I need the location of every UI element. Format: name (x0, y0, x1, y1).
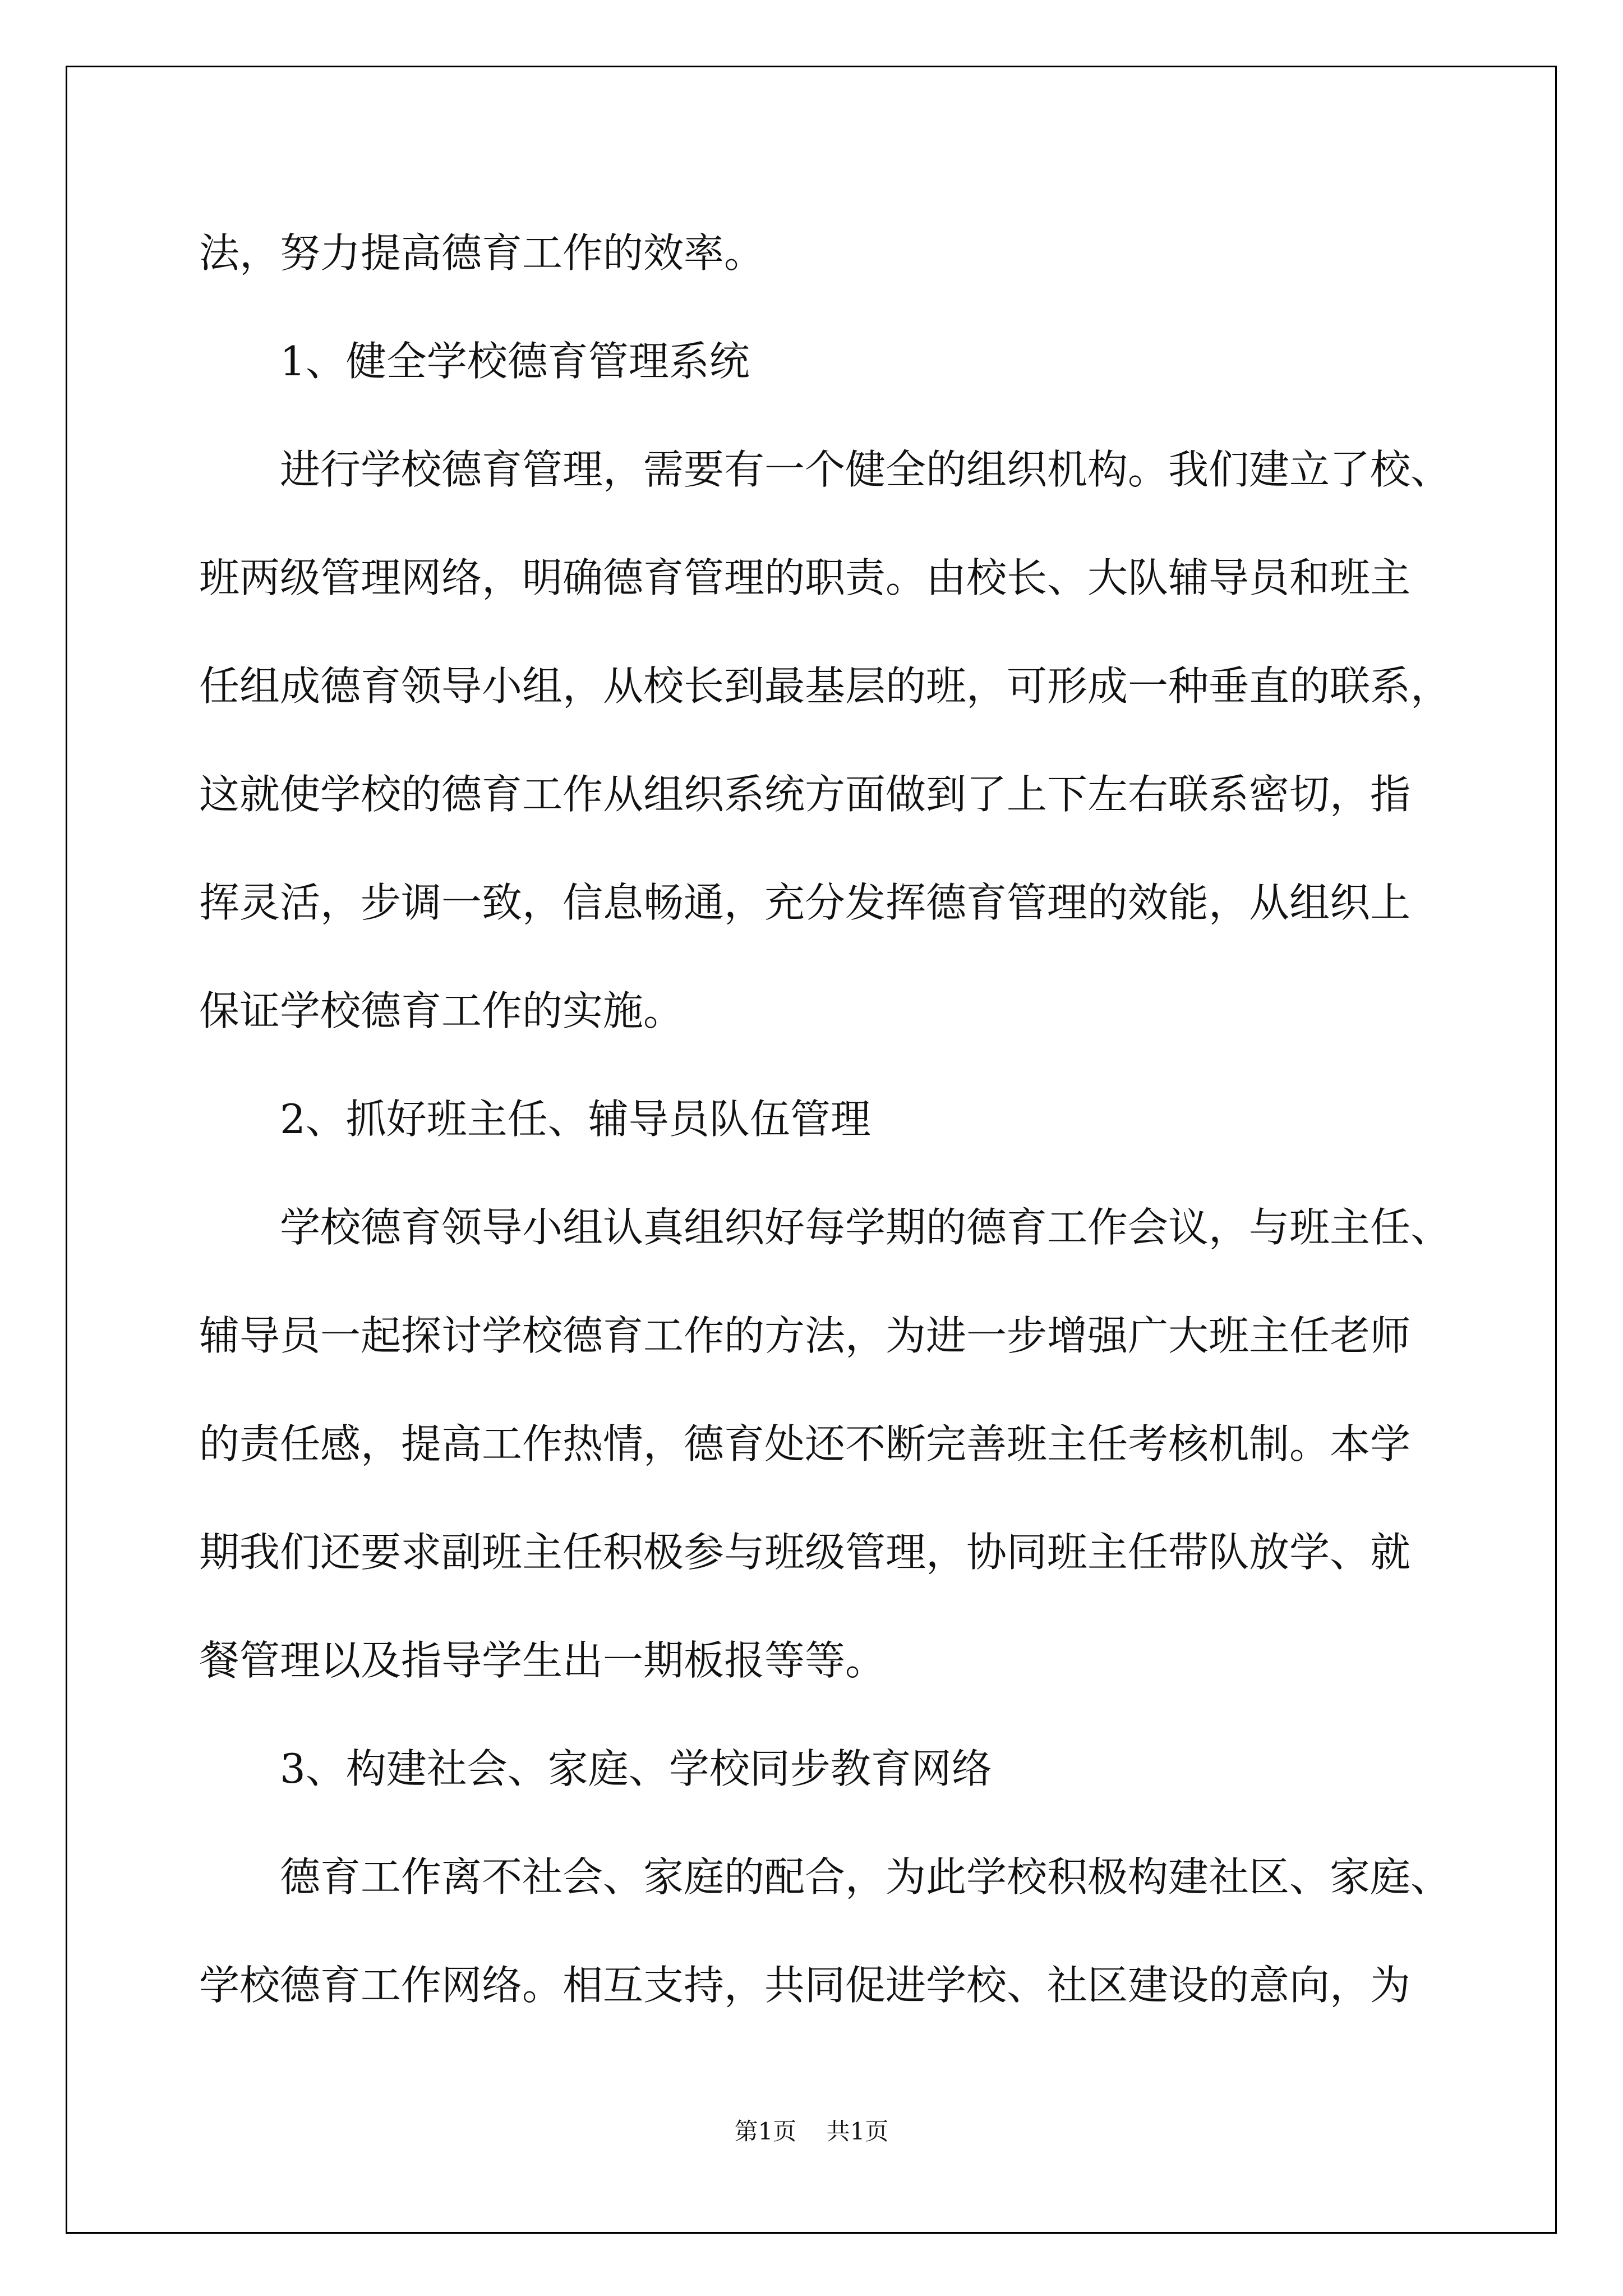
paragraph-line: 这就使学校的德育工作从组织系统方面做到了上下左右联系密切，指 (199, 771, 1411, 818)
page-footer (0, 2115, 1623, 2148)
paragraph-line: 学校德育领导小组认真组织好每学期的德育工作会议，与班主任、 (280, 1204, 1451, 1251)
document-body (199, 199, 1461, 2040)
page-number-total: 共1页 (826, 2118, 889, 2145)
paragraph-line: 德育工作离不社会、家庭的配合，为此学校积极构建社区、家庭、 (280, 1853, 1451, 1901)
paragraph-1 (199, 416, 1461, 1065)
paragraph-line: 进行学校德育管理，需要有一个健全的组织机构。我们建立了校、 (280, 446, 1451, 493)
paragraph-line: 任组成德育领导小组，从校长到最基层的班，可形成一种垂直的联系， (199, 662, 1451, 710)
section-heading-2: 2、抓好班主任、辅导员队伍管理 (280, 1096, 871, 1143)
section-heading-3: 3、构建社会、家庭、学校同步教育网络 (280, 1745, 992, 1792)
paragraph-line: 学校德育工作网络。相互支持，共同促进学校、社区建设的意向，为 (199, 1962, 1411, 2009)
paragraph-line: 班两级管理网络，明确德育管理的职责。由校长、大队辅导员和班主 (199, 554, 1411, 601)
section-heading-1: 1、健全学校德育管理系统 (280, 338, 750, 385)
paragraph-line: 餐管理以及指导学生出一期板报等等。 (199, 1637, 886, 1684)
paragraph-line: 的责任感，提高工作热情，德育处还不断完善班主任考核机制。本学 (199, 1420, 1411, 1467)
paragraph-line: 保证学校德育工作的实施。 (199, 987, 684, 1034)
paragraph-line: 期我们还要求副班主任积极参与班级管理，协同班主任带队放学、就 (199, 1529, 1411, 1576)
paragraph-3 (199, 1823, 1461, 2040)
page-number-current: 第1页 (734, 2118, 797, 2145)
paragraph-continuation: 法，努力提高德育工作的效率。 (199, 229, 765, 277)
paragraph-line: 挥灵活，步调一致，信息畅通，充分发挥德育管理的效能，从组织上 (199, 879, 1411, 926)
paragraph-line: 辅导员一起探讨学校德育工作的方法，为进一步增强广大班主任老师 (199, 1312, 1411, 1359)
paragraph-2 (199, 1174, 1461, 1715)
